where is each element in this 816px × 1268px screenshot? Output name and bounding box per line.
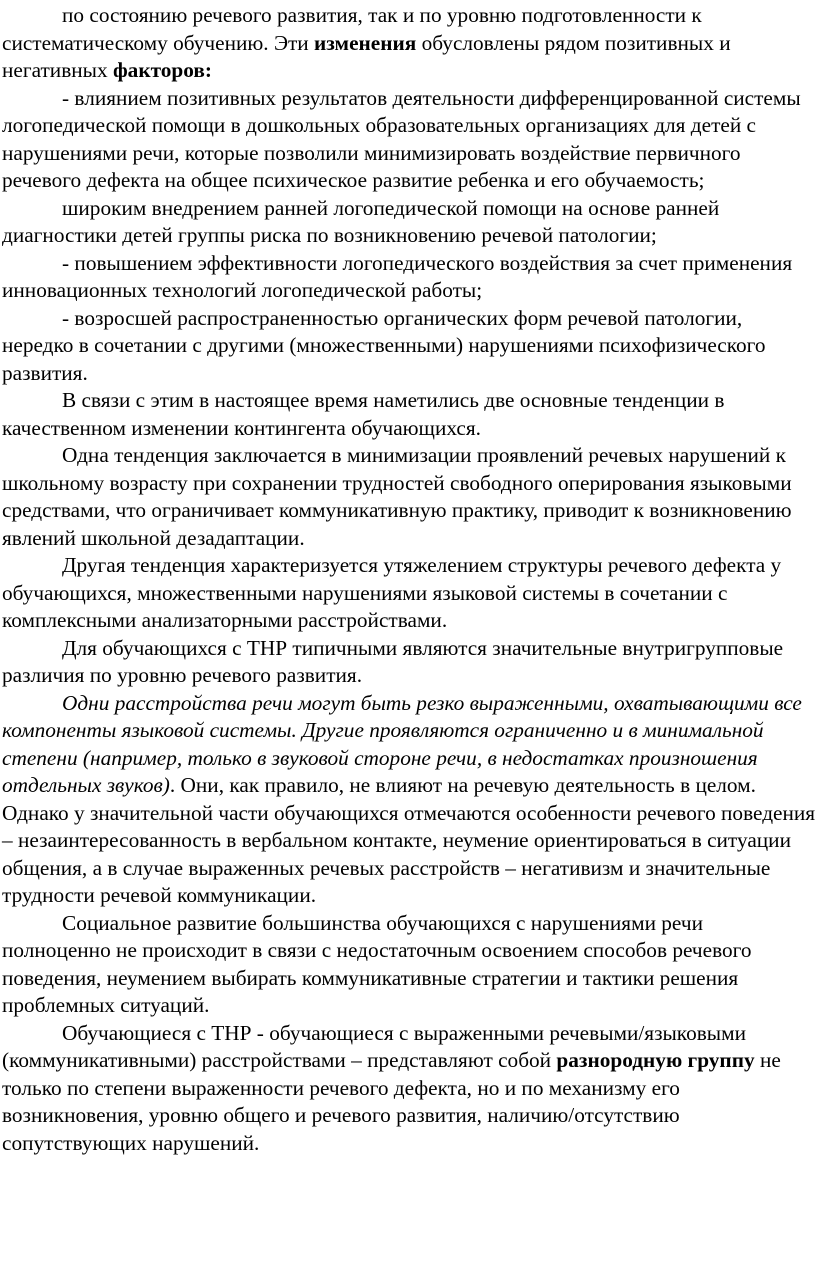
paragraph-4: - повышением эффективности логопедического воздействия за счет применения инновационных технологий логопедической работы; xyxy=(2,250,793,302)
paragraph-8: Другая тенденция характеризуется утяжелением структуры речевого дефекта у обучающихся, множественными нарушениями языковой системы в сочетании с комплексными анализаторными расстройствами. xyxy=(2,553,782,632)
paragraph-10-text: . Они, как правило, не влияют на речевую деятельность в целом. Однако у значительной части обучающихся отмечаются особенности речевого поведения – незаинтересованность в вербальном контакте, неумение ориентироваться в ситуации общения, а в случае выраженных речевых расстройств – негативизм и значительные трудности речевой коммуникации. xyxy=(2,773,816,907)
paragraph-1-bold-changes: изменения xyxy=(314,30,417,55)
paragraph-6: В связи с этим в настоящее время наметились две основные тенденции в качественном изменении контингента обучающихся. xyxy=(2,388,725,440)
paragraph-5: - возросшей распространенностью органических форм речевой патологии, нередко в сочетании с другими (множественными) нарушениями психофизического развития. xyxy=(2,305,766,385)
paragraph-10-italic-text: Одни расстройства речи могут быть резко выраженными, охватывающими все компоненты языковой системы. Другие проявляются ограниченно и в минимальной степени (например, только в звуковой стороне речи, в недостатках произношения отдельных звуков) xyxy=(2,690,802,797)
paragraph-7: Одна тенденция заключается в минимизации проявлений речевых нарушений к школьному возрасту при сохранении трудностей свободного оперирования языковыми средствами, что ограничивает коммуникативную практику, приводит к возникновению явлений школьной дезадаптации. xyxy=(2,443,792,550)
paragraph-1-bold-factors: факторов: xyxy=(112,58,212,82)
paragraph-12-text-c: не только по степени выраженности речевого дефекта, но и по механизму его возникновения, уровню общего и речевого развития, наличию/отсутствию сопутствующих нарушений. xyxy=(2,1048,781,1155)
paragraph-1-text-a: по состоянию речевого развития, так и по уровню подготовленности к систематическому обучению. Эти xyxy=(2,3,702,55)
paragraph-9: Для обучающихся с ТНР типичными являются значительные внутригрупповые различия по уровню речевого развития. xyxy=(2,635,784,687)
paragraph-11: Социальное развитие большинства обучающихся с нарушениями речи полноценно не происходит в связи с недостаточным освоением способов речевого поведения, неумением выбирать коммуникативные стратегии и тактики решения проблемных ситуаций. xyxy=(2,910,752,1017)
paragraph-12-bold-group: разнородную группу xyxy=(556,1048,755,1072)
paragraph-12 xyxy=(2,1020,816,1158)
document-page xyxy=(0,2,816,1157)
paragraph-10 xyxy=(2,690,816,910)
paragraph-1 xyxy=(2,2,816,85)
paragraph-2: - влиянием позитивных результатов деятельности дифференцированной системы логопедической помощи в дошкольных образовательных организациях для детей с нарушениями речи, которые позволили минимизировать воздействие первичного речевого дефекта на общее психическое развитие ребенка и его обучаемость; xyxy=(2,85,801,192)
paragraph-1-text-c: обусловлены рядом позитивных и негативных xyxy=(2,30,731,82)
paragraph-3: широким внедрением ранней логопедической помощи на основе ранней диагностики детей группы риска по возникновению речевой патологии; xyxy=(2,195,720,247)
paragraph-12-text-a: Обучающиеся с ТНР - обучающиеся с выраженными речевыми/языковыми (коммуникативными) расстройствами – представляют собой xyxy=(2,1020,746,1072)
